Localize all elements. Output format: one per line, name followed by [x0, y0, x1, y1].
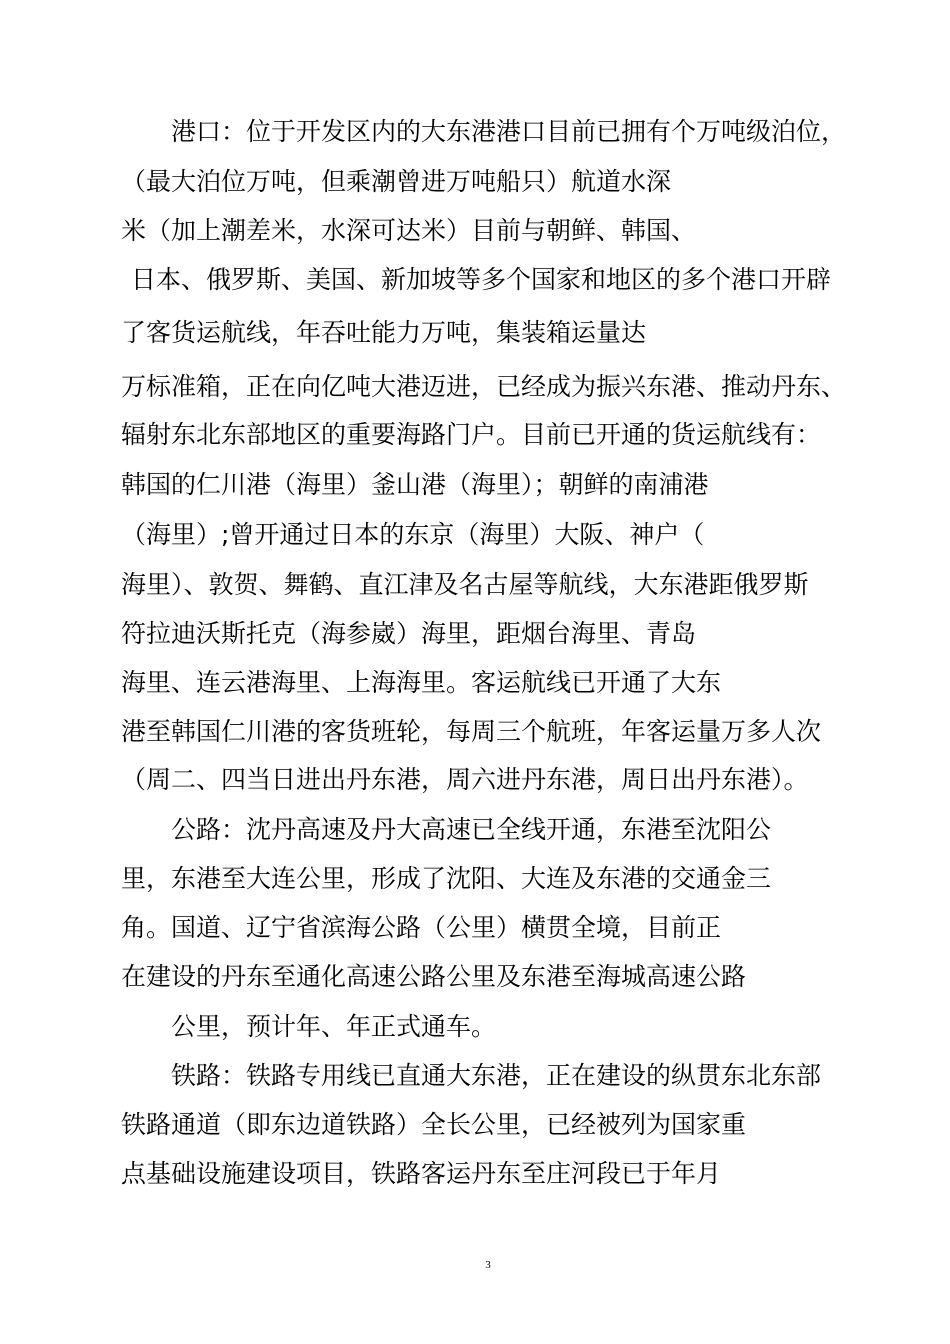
text-line-9: （海里）;曾开通过日本的东京（海里）大阪、神户（	[121, 520, 705, 549]
text-line-21: 铁路通道（即东边道铁路）全长公里，已经被列为国家重	[121, 1110, 747, 1139]
text-line-6: 万标准箱，正在向亿吨大港迈进，已经成为振兴东港、推动丹东、	[121, 372, 847, 401]
text-line-15: 公路：沈丹高速及丹大高速已全线开通，东港至沈阳公	[171, 815, 772, 844]
text-line-11: 符拉迪沃斯托克（海参崴）海里，距烟台海里、青岛	[121, 619, 697, 648]
text-line-14: （周二、四当日进出丹东港，周六进丹东港，周日出丹东港）。	[121, 765, 809, 794]
text-line-22: 点基础设施建设项目，铁路客运丹东至庄河段已于年月	[121, 1159, 722, 1188]
text-line-13: 港至韩国仁川港的客货班轮，每周三个航班，年客运量万多人次	[121, 717, 822, 746]
text-line-10: 海里）、敦贺、舞鹤、直江津及名古屋等航线，大东港距俄罗斯	[121, 570, 809, 599]
page-number: 3	[485, 1259, 491, 1271]
text-line-5: 了客货运航线，年吞吐能力万吨，集装箱运量达	[121, 318, 647, 347]
text-line-16: 里，东港至大连公里，形成了沈阳、大连及东港的交通金三	[121, 864, 772, 893]
text-line-4: 日本、俄罗斯、美国、新加坡等多个国家和地区的多个港口开辟	[131, 265, 832, 294]
text-line-18: 在建设的丹东至通化高速公路公里及东港至海城高速公路	[121, 962, 747, 991]
text-line-12: 海里、连云港海里、上海海里。客运航线已开通了大东	[121, 668, 722, 697]
text-line-19: 公里，预计年、年正式通车。	[171, 1012, 497, 1041]
text-line-8: 韩国的仁川港（海里）釜山港（海里）；朝鲜的南浦港	[121, 470, 709, 499]
text-line-3: 米（加上潮差米，水深可达米）目前与朝鲜、韩国、	[121, 216, 697, 245]
text-line-17: 角。国道、辽宁省滨海公路（公里）横贯全境，目前正	[121, 913, 722, 942]
text-line-7: 辐射东北东部地区的重要海路门户。目前已开通的货运航线有：	[121, 420, 822, 449]
text-line-2: （最大泊位万吨，但乘潮曾进万吨船只）航道水深	[121, 167, 672, 196]
text-line-20: 铁路：铁路专用线已直通大东港，正在建设的纵贯东北东部	[171, 1061, 822, 1090]
text-line-1: 港口：位于开发区内的大东港港口目前已拥有个万吨级泊位，	[171, 117, 847, 146]
